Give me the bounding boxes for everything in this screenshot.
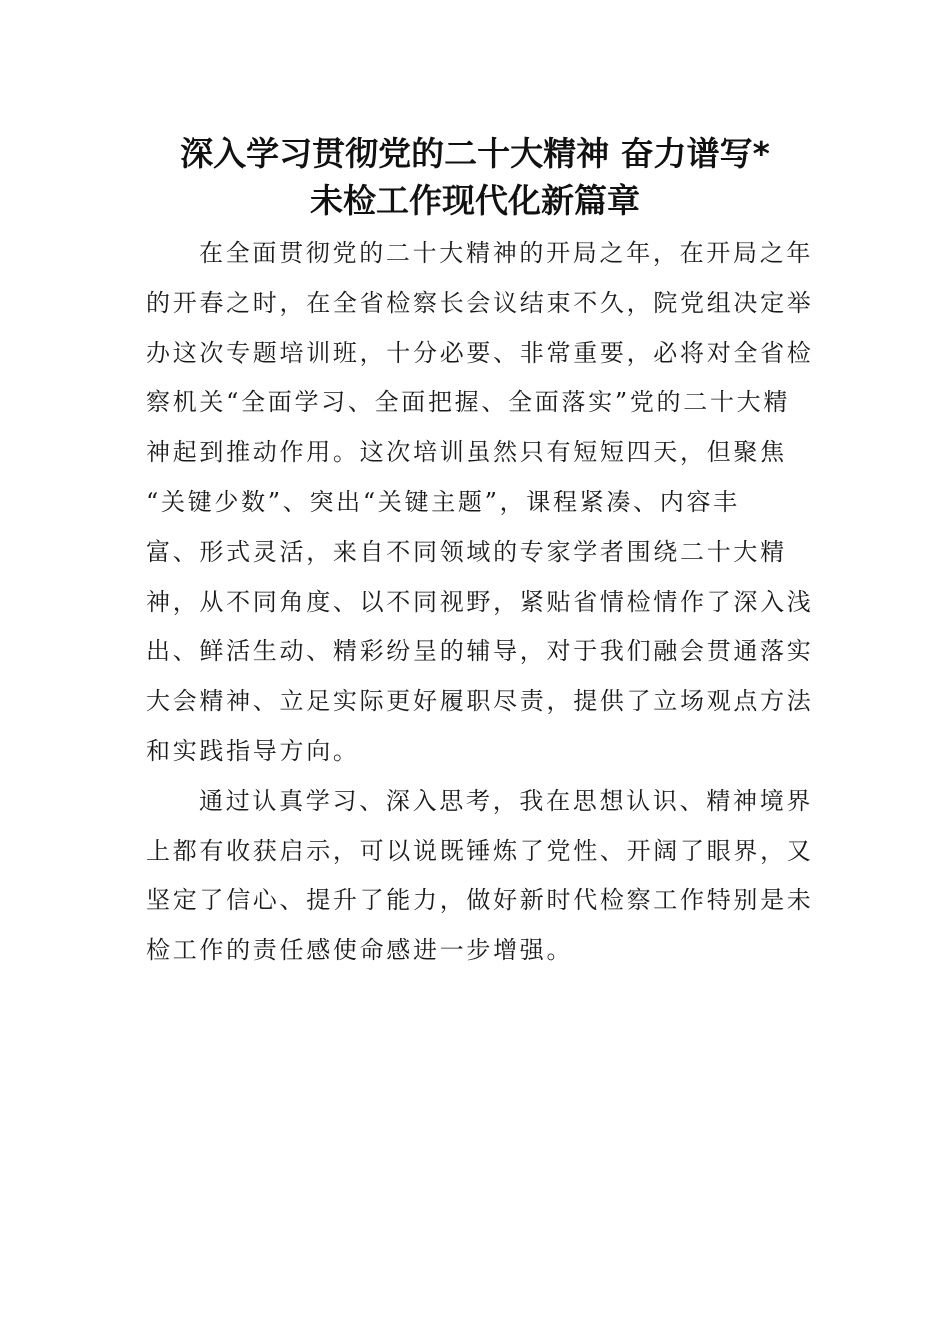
paragraph-line: 神起到推动作用。这次培训虽然只有短短四天，但聚焦 [146,438,787,467]
paragraph-line: 和实践指导方向。 [146,736,360,765]
paragraph-line: 坚定了信心、提升了能力，做好新时代检察工作特别是未 [146,886,814,915]
paragraph-2 [146,777,814,976]
title-line-1: 深入学习贯彻党的二十大精神 奋力谱写* [180,134,770,173]
document-body [146,229,814,976]
paragraph-line: 出、鲜活生动、精彩纷呈的辅导，对于我们融会贯通落实 [146,637,814,666]
paragraph-line: 通过认真学习、深入思考，我在思想认识、精神境界 [199,786,814,815]
paragraph-line: 在全面贯彻党的二十大精神的开局之年，在开局之年 [199,239,814,267]
paragraph-line: 察机关“全面学习、全面把握、全面落实”党的二十大精 [146,388,791,417]
paragraph-line: “关键少数”、突出“关键主题”，课程紧凑、内容丰 [146,487,740,516]
paragraph-line: 办这次专题培训班，十分必要、非常重要，必将对全省检 [146,338,814,367]
paragraph-line: 富、形式灵活，来自不同领域的专家学者围绕二十大精 [146,537,787,566]
paragraph-line: 上都有收获启示，可以说既锤炼了党性、开阔了眼界，又 [146,836,814,865]
paragraph-1 [146,229,814,777]
paragraph-line: 神，从不同角度、以不同视野，紧贴省情检情作了深入浅 [146,587,814,616]
title-line-2: 未检工作现代化新篇章 [310,181,640,220]
page-title [145,130,805,224]
paragraph-line: 检工作的责任感使命感进一步增强。 [146,936,574,965]
paragraph-line: 的开春之时，在全省检察长会议结束不久，院党组决定举 [146,288,814,317]
paragraph-line: 大会精神、立足实际更好履职尽责，提供了立场观点方法 [146,687,814,716]
